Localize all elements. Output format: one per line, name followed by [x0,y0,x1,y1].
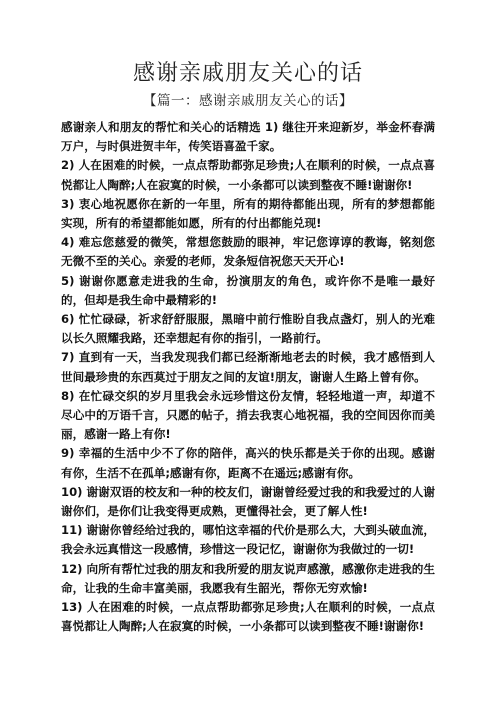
paragraph: 13) 人在困难的时候，一点点帮助都弥足珍贵;人在顺利的时候，一点点喜悦都让人陶醉;人在寂寞的时候，一小条都可以读到整夜不睡!谢谢你! [61,600,435,634]
paragraph: 感谢亲人和朋友的帮忙和关心的话精选 1) 继往开来迎新岁，举金杯春满万户，与时俱进贺丰年，传笑语喜盈千家。 [61,120,435,154]
document-body [61,118,435,636]
paragraph: 8) 在忙碌交织的岁月里我会永远珍惜这份友情，轻轻地道一声，却道不尽心中的万语千言，只愿的帖子，捎去我衷心地祝福，我的空间因你而美丽，感谢一路上有你! [61,388,435,442]
paragraph: 5) 谢谢你愿意走进我的生命，扮演朋友的角色，或许你不是唯一最好的，但却是我生命中最精彩的! [61,273,435,307]
document-subtitle: 【篇一：感谢亲戚朋友关心的话】 [143,93,353,109]
paragraph: 2) 人在困难的时候，一点点帮助都弥足珍贵;人在顺利的时候，一点点喜悦都让人陶醉;人在寂寞的时候，一小条都可以读到整夜不睡!谢谢你! [61,158,435,192]
paragraph: 4) 难忘您慈爱的微笑，常想您鼓励的眼神，牢记您谆谆的教诲，铭刻您无微不至的关心。亲爱的老师，发条短信祝您天天开心! [61,235,435,269]
paragraph: 12) 向所有帮忙过我的朋友和我所爱的朋友说声感激，感激你走进我的生命，让我的生命丰富美丽，我愿我有生韶光，帮你无穷欢愉! [61,561,435,595]
paragraph: 11) 谢谢你曾经给过我的，哪怕这幸福的代价是那么大，大到头破血流，我会永远真惜这一段感情，珍惜这一段记忆，谢谢你为我做过的一切! [61,523,435,557]
paragraph: 9) 幸福的生活中少不了你的陪伴，高兴的快乐都是关于你的出现。感谢有你，生活不在孤单;感谢有你，距离不在遥远;感谢有你。 [61,446,435,480]
paragraph: 6) 忙忙碌碌，祈求舒舒服服，黑暗中前行惟盼自我点盏灯，别人的光难以长久照耀我路，还幸想起有你的指引，一路前行。 [61,312,435,346]
paragraph: 7) 直到有一天，当我发现我们都已经渐渐地老去的时候，我才感悟到人世间最珍贵的东西莫过于朋友之间的友谊!朋友，谢谢人生路上曾有你。 [61,350,435,384]
document-title: 感谢亲戚朋友关心的话 [132,61,363,86]
paragraph: 3) 衷心地祝愿你在新的一年里，所有的期待都能出现，所有的梦想都能实现，所有的希望都能如愿，所有的付出都能兑现! [61,196,435,231]
paragraph: 10) 谢谢双语的校友和一种的校友们，谢谢曾经爱过我的和我爱过的人谢谢你们，是你们让我变得更成熟，更懂得社会，更了解人性! [61,484,435,519]
